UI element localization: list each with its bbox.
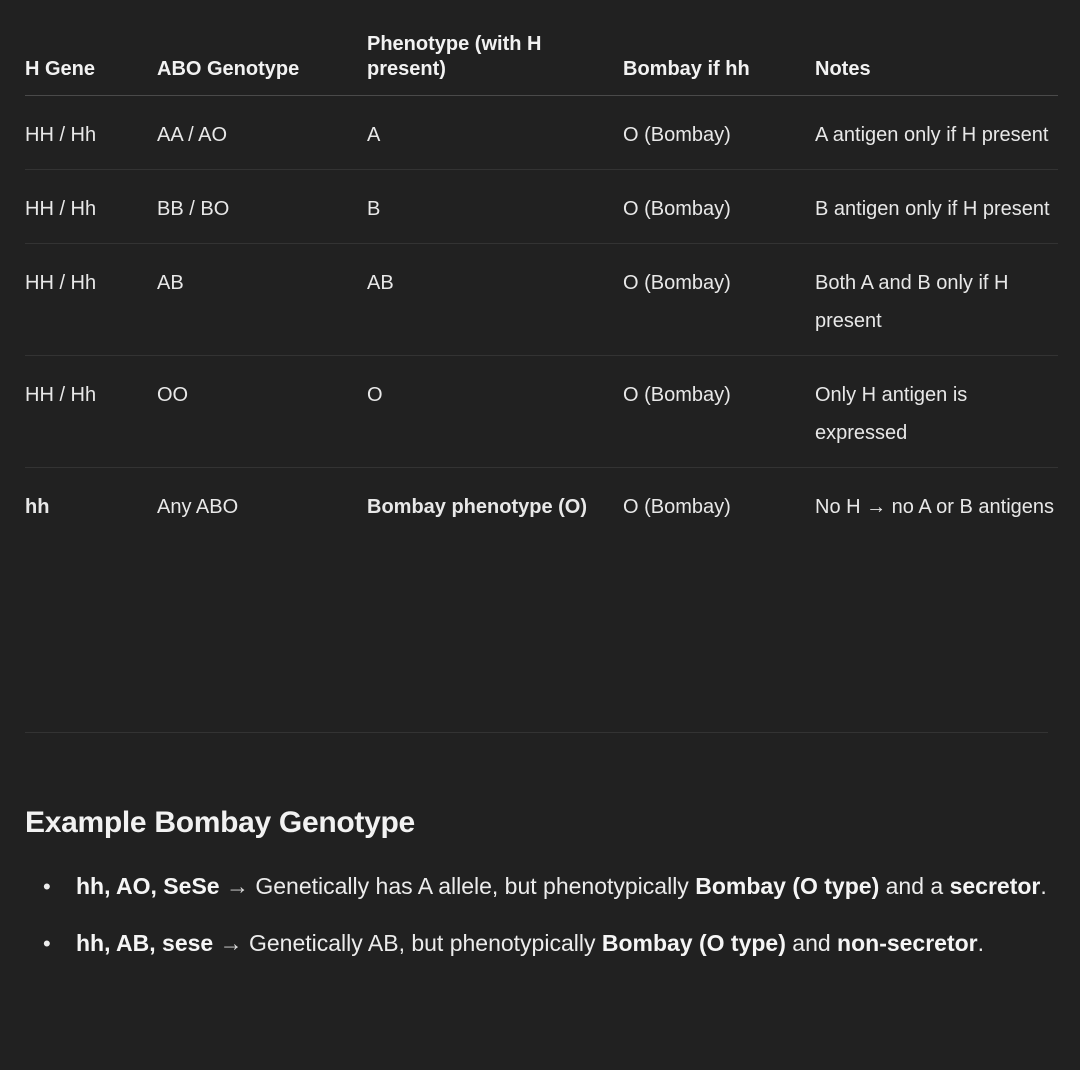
cell-abo-genotype: AB (157, 244, 367, 356)
secretor-emphasis: secretor (949, 873, 1041, 899)
cell-abo-genotype: Any ABO (157, 496, 239, 518)
arrow-right-icon: → (219, 930, 243, 956)
table-row (25, 96, 1058, 170)
cell-notes: Both A and B only if H present (815, 244, 1058, 356)
genotype-table (25, 0, 1058, 541)
cell-bombay: O (Bombay) (623, 170, 815, 244)
phenotype-emphasis: Bombay (O type) (695, 873, 880, 899)
genotype-label: hh, AB, sese (76, 930, 214, 956)
cell-h-gene: HH / Hh (25, 96, 157, 170)
cell-phenotype: Bombay phenotype (O) (367, 496, 588, 518)
main-content (25, 0, 1058, 541)
cell-bombay: O (Bombay) (623, 96, 815, 170)
item-text: Genetically has A allele, but phenotypically (248, 873, 696, 899)
cell-phenotype: AB (367, 244, 623, 356)
cell-bombay: O (Bombay) (623, 496, 731, 518)
table-row (25, 170, 1058, 244)
item-end: . (977, 930, 985, 956)
table-row (25, 244, 1058, 356)
item-text: Genetically AB, but phenotypically (242, 930, 602, 956)
header-abo-genotype: ABO Genotype (157, 0, 367, 96)
cell-phenotype: B (367, 170, 623, 244)
arrow-right-icon: → (225, 873, 249, 899)
cell-bombay: O (Bombay) (623, 356, 815, 468)
item-text: and a (879, 873, 950, 899)
cell-h-gene: hh (25, 496, 50, 518)
list-item (25, 921, 1065, 966)
header-bombay: Bombay if hh (623, 0, 815, 96)
cell-h-gene: HH / Hh (25, 170, 157, 244)
cell-notes: Only H antigen is expressed (815, 356, 1058, 468)
table-row (25, 468, 1058, 542)
cell-notes: B antigen only if H present (815, 170, 1058, 244)
cell-notes: A antigen only if H present (815, 96, 1058, 170)
header-h-gene: H Gene (25, 0, 157, 96)
section-heading: Example Bombay Genotype (25, 806, 415, 839)
cell-phenotype: A (367, 96, 623, 170)
bullet-icon: • (43, 874, 51, 899)
phenotype-emphasis: Bombay (O type) (601, 930, 786, 956)
bullet-icon: • (43, 931, 51, 956)
cell-phenotype: O (367, 356, 623, 468)
cell-bombay: O (Bombay) (623, 244, 815, 356)
cell-abo-genotype: BB / BO (157, 170, 367, 244)
cell-h-gene: HH / Hh (25, 356, 157, 468)
section-divider (25, 732, 1048, 733)
secretor-emphasis: non-secretor (837, 930, 978, 956)
list-item (25, 864, 1065, 909)
item-end: . (1040, 873, 1047, 899)
cell-abo-genotype: AA / AO (157, 96, 367, 170)
table-header-row (25, 0, 1058, 96)
item-text: and (785, 930, 838, 956)
cell-notes: No H → no A or B antigens (815, 496, 1055, 518)
genotype-label: hh, AO, SeSe (76, 873, 220, 899)
table-row (25, 356, 1058, 468)
cell-abo-genotype: OO (157, 356, 367, 468)
example-list (25, 864, 1065, 978)
header-phenotype: Phenotype (with H present) (367, 0, 623, 96)
cell-h-gene: HH / Hh (25, 244, 157, 356)
header-notes: Notes (815, 0, 1058, 96)
